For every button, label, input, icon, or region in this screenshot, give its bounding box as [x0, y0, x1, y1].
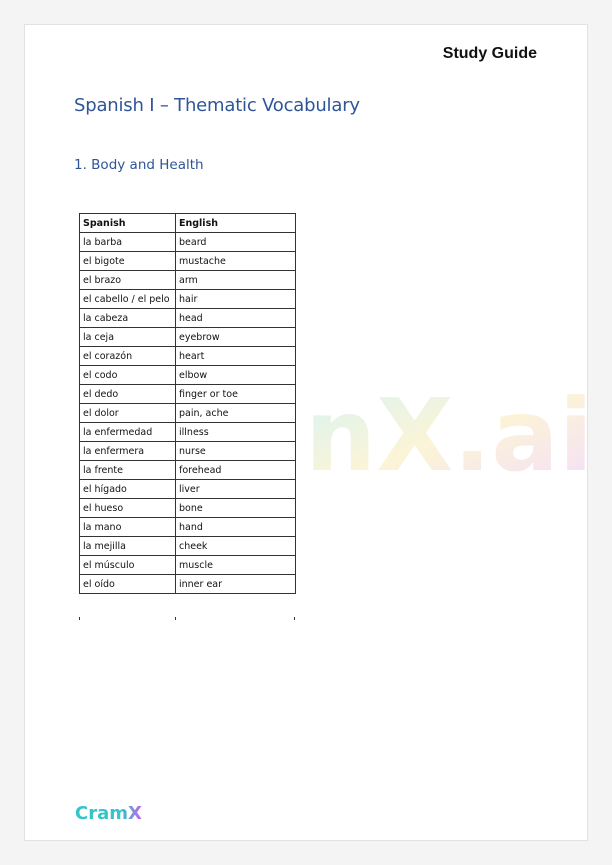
watermark-text: nX.ai — [305, 377, 594, 494]
english-term-cell: pain, ache — [176, 404, 296, 423]
spanish-term-cell: el hígado — [80, 480, 176, 499]
english-term-cell: bone — [176, 499, 296, 518]
table-row — [80, 366, 296, 385]
vocabulary-table — [79, 213, 296, 594]
english-term-cell: mustache — [176, 252, 296, 271]
table-row — [80, 575, 296, 594]
english-term-cell: liver — [176, 480, 296, 499]
table-row — [80, 423, 296, 442]
spanish-term-cell: la ceja — [80, 328, 176, 347]
english-term-cell: cheek — [176, 537, 296, 556]
table-row — [80, 480, 296, 499]
table-row — [80, 271, 296, 290]
english-term-cell: arm — [176, 271, 296, 290]
spanish-term-cell: la enfermedad — [80, 423, 176, 442]
english-term-cell: hair — [176, 290, 296, 309]
table-row — [80, 404, 296, 423]
column-header-spanish: Spanish — [80, 214, 176, 233]
spanish-term-cell: la mejilla — [80, 537, 176, 556]
english-term-cell: elbow — [176, 366, 296, 385]
spanish-term-cell: el brazo — [80, 271, 176, 290]
spanish-term-cell: el dedo — [80, 385, 176, 404]
table-row — [80, 556, 296, 575]
table-row — [80, 309, 296, 328]
spanish-term-cell: el oído — [80, 575, 176, 594]
table-row — [80, 252, 296, 271]
table-row — [80, 518, 296, 537]
table-row — [80, 442, 296, 461]
english-term-cell: eyebrow — [176, 328, 296, 347]
english-term-cell: forehead — [176, 461, 296, 480]
section-heading: 1. Body and Health — [74, 157, 204, 173]
spanish-term-cell: el codo — [80, 366, 176, 385]
brand-name: CramX — [75, 803, 142, 824]
table-row — [80, 290, 296, 309]
spanish-term-cell: la barba — [80, 233, 176, 252]
spanish-term-cell: la mano — [80, 518, 176, 537]
english-term-cell: inner ear — [176, 575, 296, 594]
spanish-term-cell: la enfermera — [80, 442, 176, 461]
table-row — [80, 347, 296, 366]
english-term-cell: heart — [176, 347, 296, 366]
document-title: Spanish I – Thematic Vocabulary — [74, 95, 360, 116]
table-row — [80, 537, 296, 556]
header-label: Study Guide — [442, 45, 537, 62]
document-page — [24, 24, 594, 841]
spanish-term-cell: el músculo — [80, 556, 176, 575]
column-header-english: English — [176, 214, 296, 233]
english-term-cell: nurse — [176, 442, 296, 461]
spanish-term-cell: el hueso — [80, 499, 176, 518]
brand-watermark-icon — [305, 375, 594, 494]
table-row — [80, 385, 296, 404]
spanish-term-cell: el dolor — [80, 404, 176, 423]
english-term-cell: illness — [176, 423, 296, 442]
table-header-row — [80, 214, 296, 233]
english-term-cell: muscle — [176, 556, 296, 575]
english-term-cell: beard — [176, 233, 296, 252]
table-row — [80, 233, 296, 252]
spanish-term-cell: el cabello / el pelo — [80, 290, 176, 309]
spanish-term-cell: la cabeza — [80, 309, 176, 328]
cramx-logo-icon — [75, 800, 155, 824]
english-term-cell: finger or toe — [176, 385, 296, 404]
spanish-term-cell: el corazón — [80, 347, 176, 366]
spanish-term-cell: la frente — [80, 461, 176, 480]
english-term-cell: hand — [176, 518, 296, 537]
table-row — [80, 461, 296, 480]
table-continuation — [79, 617, 295, 620]
spanish-term-cell: el bigote — [80, 252, 176, 271]
table-row — [80, 328, 296, 347]
english-term-cell: head — [176, 309, 296, 328]
table-row — [80, 499, 296, 518]
